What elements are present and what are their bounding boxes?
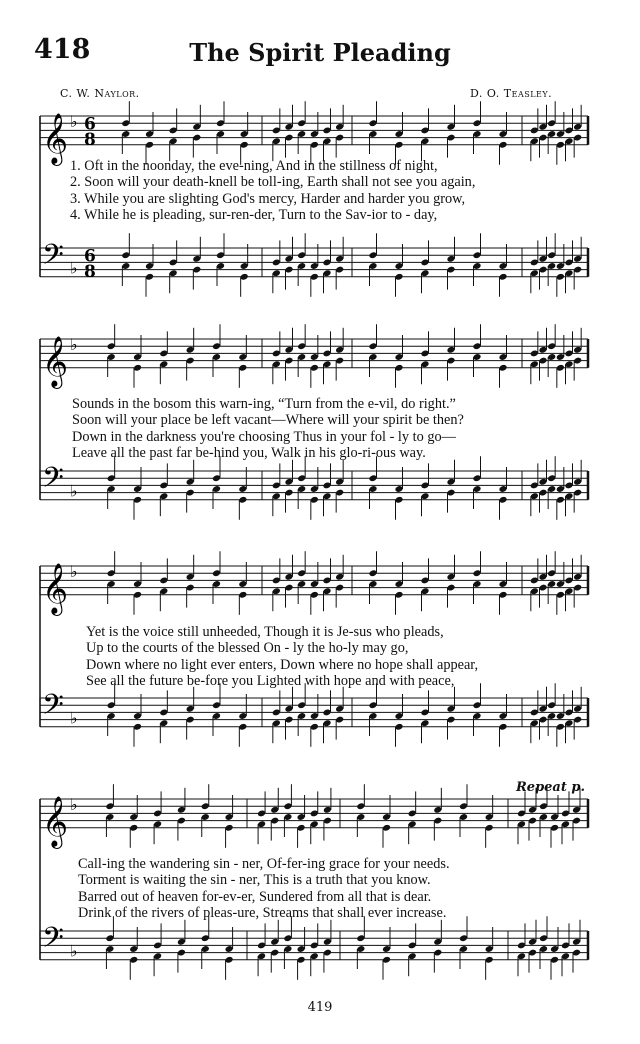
hymn-title: The Spirit Pleading <box>189 38 451 67</box>
lyrics-system-2 <box>72 396 464 462</box>
lyrics-system-3 <box>86 624 478 690</box>
svg-text:♭: ♭ <box>70 258 78 278</box>
page-number: 419 <box>307 1000 333 1015</box>
lyric-verse-3: Down in the darkness you're choosing Thus in your fol - ly to go— <box>72 428 456 445</box>
svg-text:8: 8 <box>84 129 96 150</box>
svg-text:♭: ♭ <box>70 481 78 501</box>
svg-text:♭: ♭ <box>70 708 78 728</box>
music-credit: D. O. Teasley. <box>470 87 553 100</box>
lyric-verse-3: Down where no light ever enters, Down where no hope shall appear, <box>86 656 479 673</box>
svg-text:𝄢: 𝄢 <box>42 461 64 502</box>
svg-text:♭: ♭ <box>70 335 78 355</box>
svg-text:6: 6 <box>84 246 96 267</box>
svg-text:♭: ♭ <box>70 112 78 132</box>
svg-text:6: 6 <box>84 114 96 135</box>
svg-text:𝄞: 𝄞 <box>42 562 69 614</box>
svg-text:♭: ♭ <box>70 941 78 961</box>
svg-text:𝄞: 𝄞 <box>42 335 69 387</box>
words-credit: C. W. Naylor. <box>60 87 140 100</box>
svg-text:♭: ♭ <box>70 795 78 815</box>
lyric-verse-4: 4. While he is pleading, sur-ren-der, Turn to the Sav-ior to - day, <box>70 207 438 224</box>
lyric-verse-3: Barred out of heaven for-ev-er, Sundered from all that is dear. <box>78 888 432 905</box>
hymn-number: 418 <box>34 34 91 65</box>
lyrics-system-1 <box>70 158 475 224</box>
svg-text:𝄞: 𝄞 <box>42 795 69 847</box>
lyric-verse-1: 1. Oft in the noonday, the eve-ning, And in the stillness of night, <box>70 158 438 174</box>
svg-text:𝄢: 𝄢 <box>42 688 64 729</box>
lyric-verse-4: Drink of the rivers of pleas-ure, Streams that shall ever increase. <box>78 905 447 922</box>
lyric-verse-1: Call-ing the wandering sin - ner, Of-fer-ing grace for your needs. <box>78 856 450 872</box>
lyric-verse-4: Leave all the past far be-hind you, Walk in his glo-ri-ous way. <box>72 445 426 462</box>
lyric-verse-2: Soon will your place be left vacant—Where will your spirit be then? <box>72 412 464 429</box>
lyric-verse-2: 2. Soon will your death-knell be toll-ing, Earth shall not see you again, <box>70 174 476 191</box>
svg-text:8: 8 <box>84 261 96 282</box>
svg-text:𝄢: 𝄢 <box>42 238 64 279</box>
lyric-verse-4: See all the future be-fore you Lighted with hope and with peace, <box>86 673 455 690</box>
svg-text:♭: ♭ <box>70 562 78 582</box>
svg-text:𝄞: 𝄞 <box>42 112 69 164</box>
lyrics-system-4 <box>78 856 450 922</box>
lyric-verse-3: 3. While you are slighting God's mercy, Harder and harder you grow, <box>70 190 466 207</box>
lyric-verse-1: Sounds in the bosom this warn-ing, “Turn from the e-vil, do right.” <box>72 396 456 412</box>
svg-text:𝄢: 𝄢 <box>42 921 64 962</box>
repeat-mark: Repeat p. <box>516 780 586 795</box>
lyric-verse-2: Torment is waiting the sin - ner, This is a truth that you know. <box>78 872 431 889</box>
lyric-verse-1: Yet is the voice still unheeded, Though it is Je-sus who pleads, <box>86 624 444 640</box>
lyric-verse-2: Up to the courts of the blessed On - ly the ho-ly may go, <box>86 640 409 657</box>
